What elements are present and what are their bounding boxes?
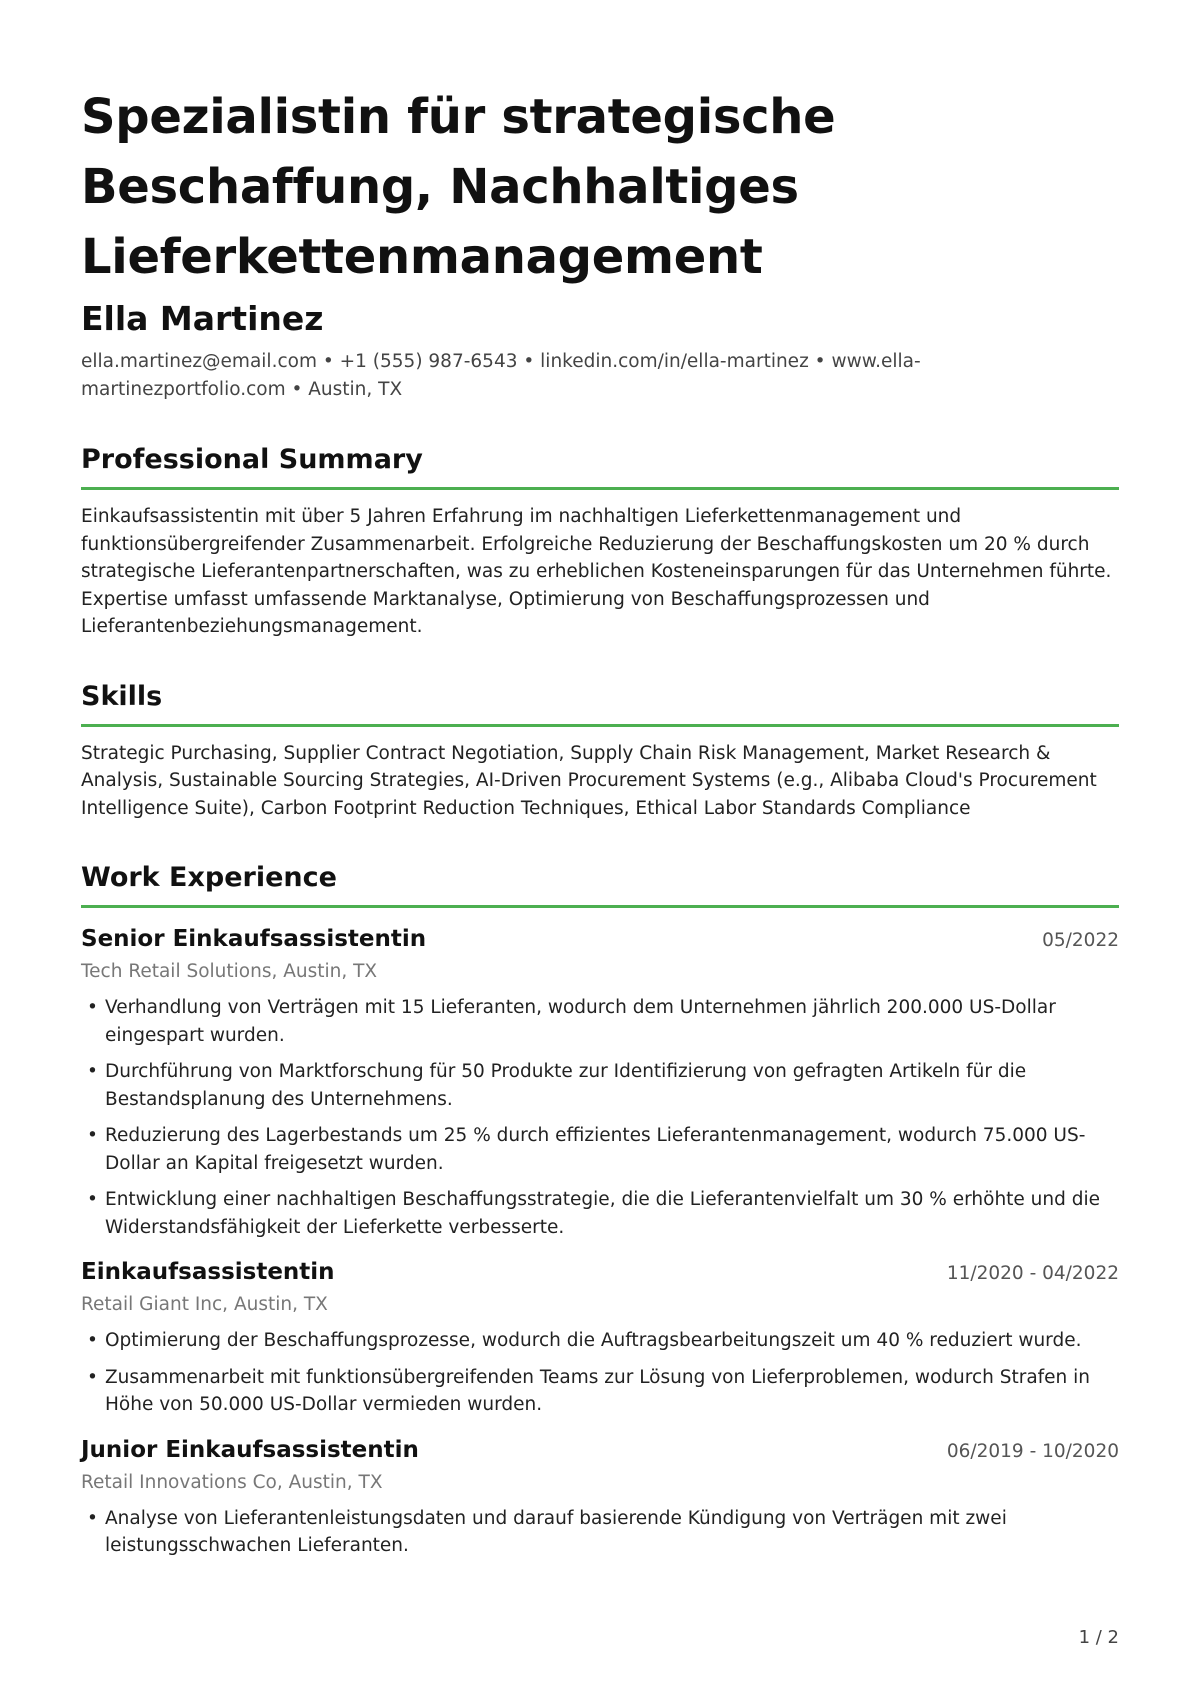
experience-section (81, 858, 1119, 1560)
bullet-item: • Verhandlung von Verträgen mit 15 Lieferanten, wodurch dem Unternehmen jährlich 200.000 US-Dollar eingespart wurden. (81, 994, 1119, 1049)
job-bullets (81, 1505, 1119, 1560)
experience-heading: Work Experience (81, 862, 337, 893)
section-divider (81, 487, 1119, 490)
job-company: Retail Innovations Co, Austin, TX (81, 1471, 383, 1493)
bullet-item: • Zusammenarbeit mit funktionsübergreifenden Teams zur Lösung von Lieferproblemen, wodurch Strafen in Höhe von 50.000 US-Dollar vermieden wurden. (81, 1364, 1119, 1419)
job-bullets (81, 1327, 1119, 1419)
bullet-item: • Analyse von Lieferantenleistungsdaten und darauf basierende Kündigung von Verträgen mit zwei leistungsschwachen Lieferanten. (81, 1505, 1119, 1560)
skills-text: Strategic Purchasing, Supplier Contract Negotiation, Supply Chain Risk Management, Market Research & Analysis, Sustainable Sourcing Strategies, AI-Driven Procurement Systems (e.g., Alibaba Cloud's Procurement Intelligence Suite), Carbon Footprint Reduction Techniques, Ethical Labor Standards Compliance (81, 742, 1097, 819)
job-date: 11/2020 - 04/2022 (946, 1263, 1119, 1284)
resume-title: Spezialistin für strategische Beschaffung, Nachhaltiges Lieferkettenmanagement (81, 89, 836, 285)
contact-info: ella.martinez@email.com • +1 (555) 987-6543 • linkedin.com/in/ella-martinez • www.ella-martinezportfolio.com • Austin, TX (81, 351, 921, 400)
job-company: Retail Giant Inc, Austin, TX (81, 1294, 328, 1315)
job-date: 06/2019 - 10/2020 (946, 1440, 1119, 1462)
section-divider (81, 724, 1119, 727)
summary-section (81, 440, 1119, 641)
summary-heading: Professional Summary (81, 444, 423, 475)
bullet-item: • Optimierung der Beschaffungsprozesse, wodurch die Auftragsbearbeitungszeit um 40 % reduziert wurde. (81, 1327, 1119, 1355)
bullet-item: • Reduzierung des Lagerbestands um 25 % durch effizientes Lieferantenmanagement, wodurch 75.000 US-Dollar an Kapital freigesetzt wurden. (81, 1122, 1119, 1177)
skills-section (81, 677, 1119, 823)
bullet-item: • Entwicklung einer nachhaltigen Beschaffungsstrategie, die die Lieferantenvielfalt um 30 % erhöhte und die Widerstandsfähigkeit der Lieferkette verbesserte. (81, 1186, 1119, 1241)
resume-page (81, 82, 1119, 1569)
job-date: 05/2022 (1042, 930, 1119, 951)
summary-text: Einkaufsassistentin mit über 5 Jahren Erfahrung im nachhaltigen Lieferkettenmanagement und funktionsübergreifender Zusammenarbeit. Erfolgreiche Reduzierung der Beschaffungskosten um 20 % durch strategische Lieferantenpartnerschaften, was zu erheblichen Kosteneinsparungen für das Unternehmen führte. Expertise umfasst umfassende Marktanalyse, Optimierung von Beschaffungsprozessen und Lieferantenbeziehungsmanagement. (81, 506, 1112, 637)
job-entry (81, 922, 1119, 1241)
job-title: Senior Einkaufsassistentin (81, 926, 427, 952)
job-company: Tech Retail Solutions, Austin, TX (81, 961, 378, 982)
candidate-name: Ella Martinez (81, 299, 324, 338)
page-number: 1 / 2 (1078, 1627, 1119, 1648)
job-title: Junior Einkaufsassistentin (81, 1436, 419, 1463)
job-entry (81, 1255, 1119, 1419)
bullet-item: • Durchführung von Marktforschung für 50 Produkte zur Identifizierung von gefragten Artikeln für die Bestandsplanung des Unternehmens. (81, 1058, 1119, 1113)
skills-heading: Skills (81, 680, 163, 712)
job-bullets (81, 994, 1119, 1241)
job-title: Einkaufsassistentin (81, 1259, 335, 1285)
section-divider (81, 905, 1119, 908)
job-entry (81, 1433, 1119, 1560)
